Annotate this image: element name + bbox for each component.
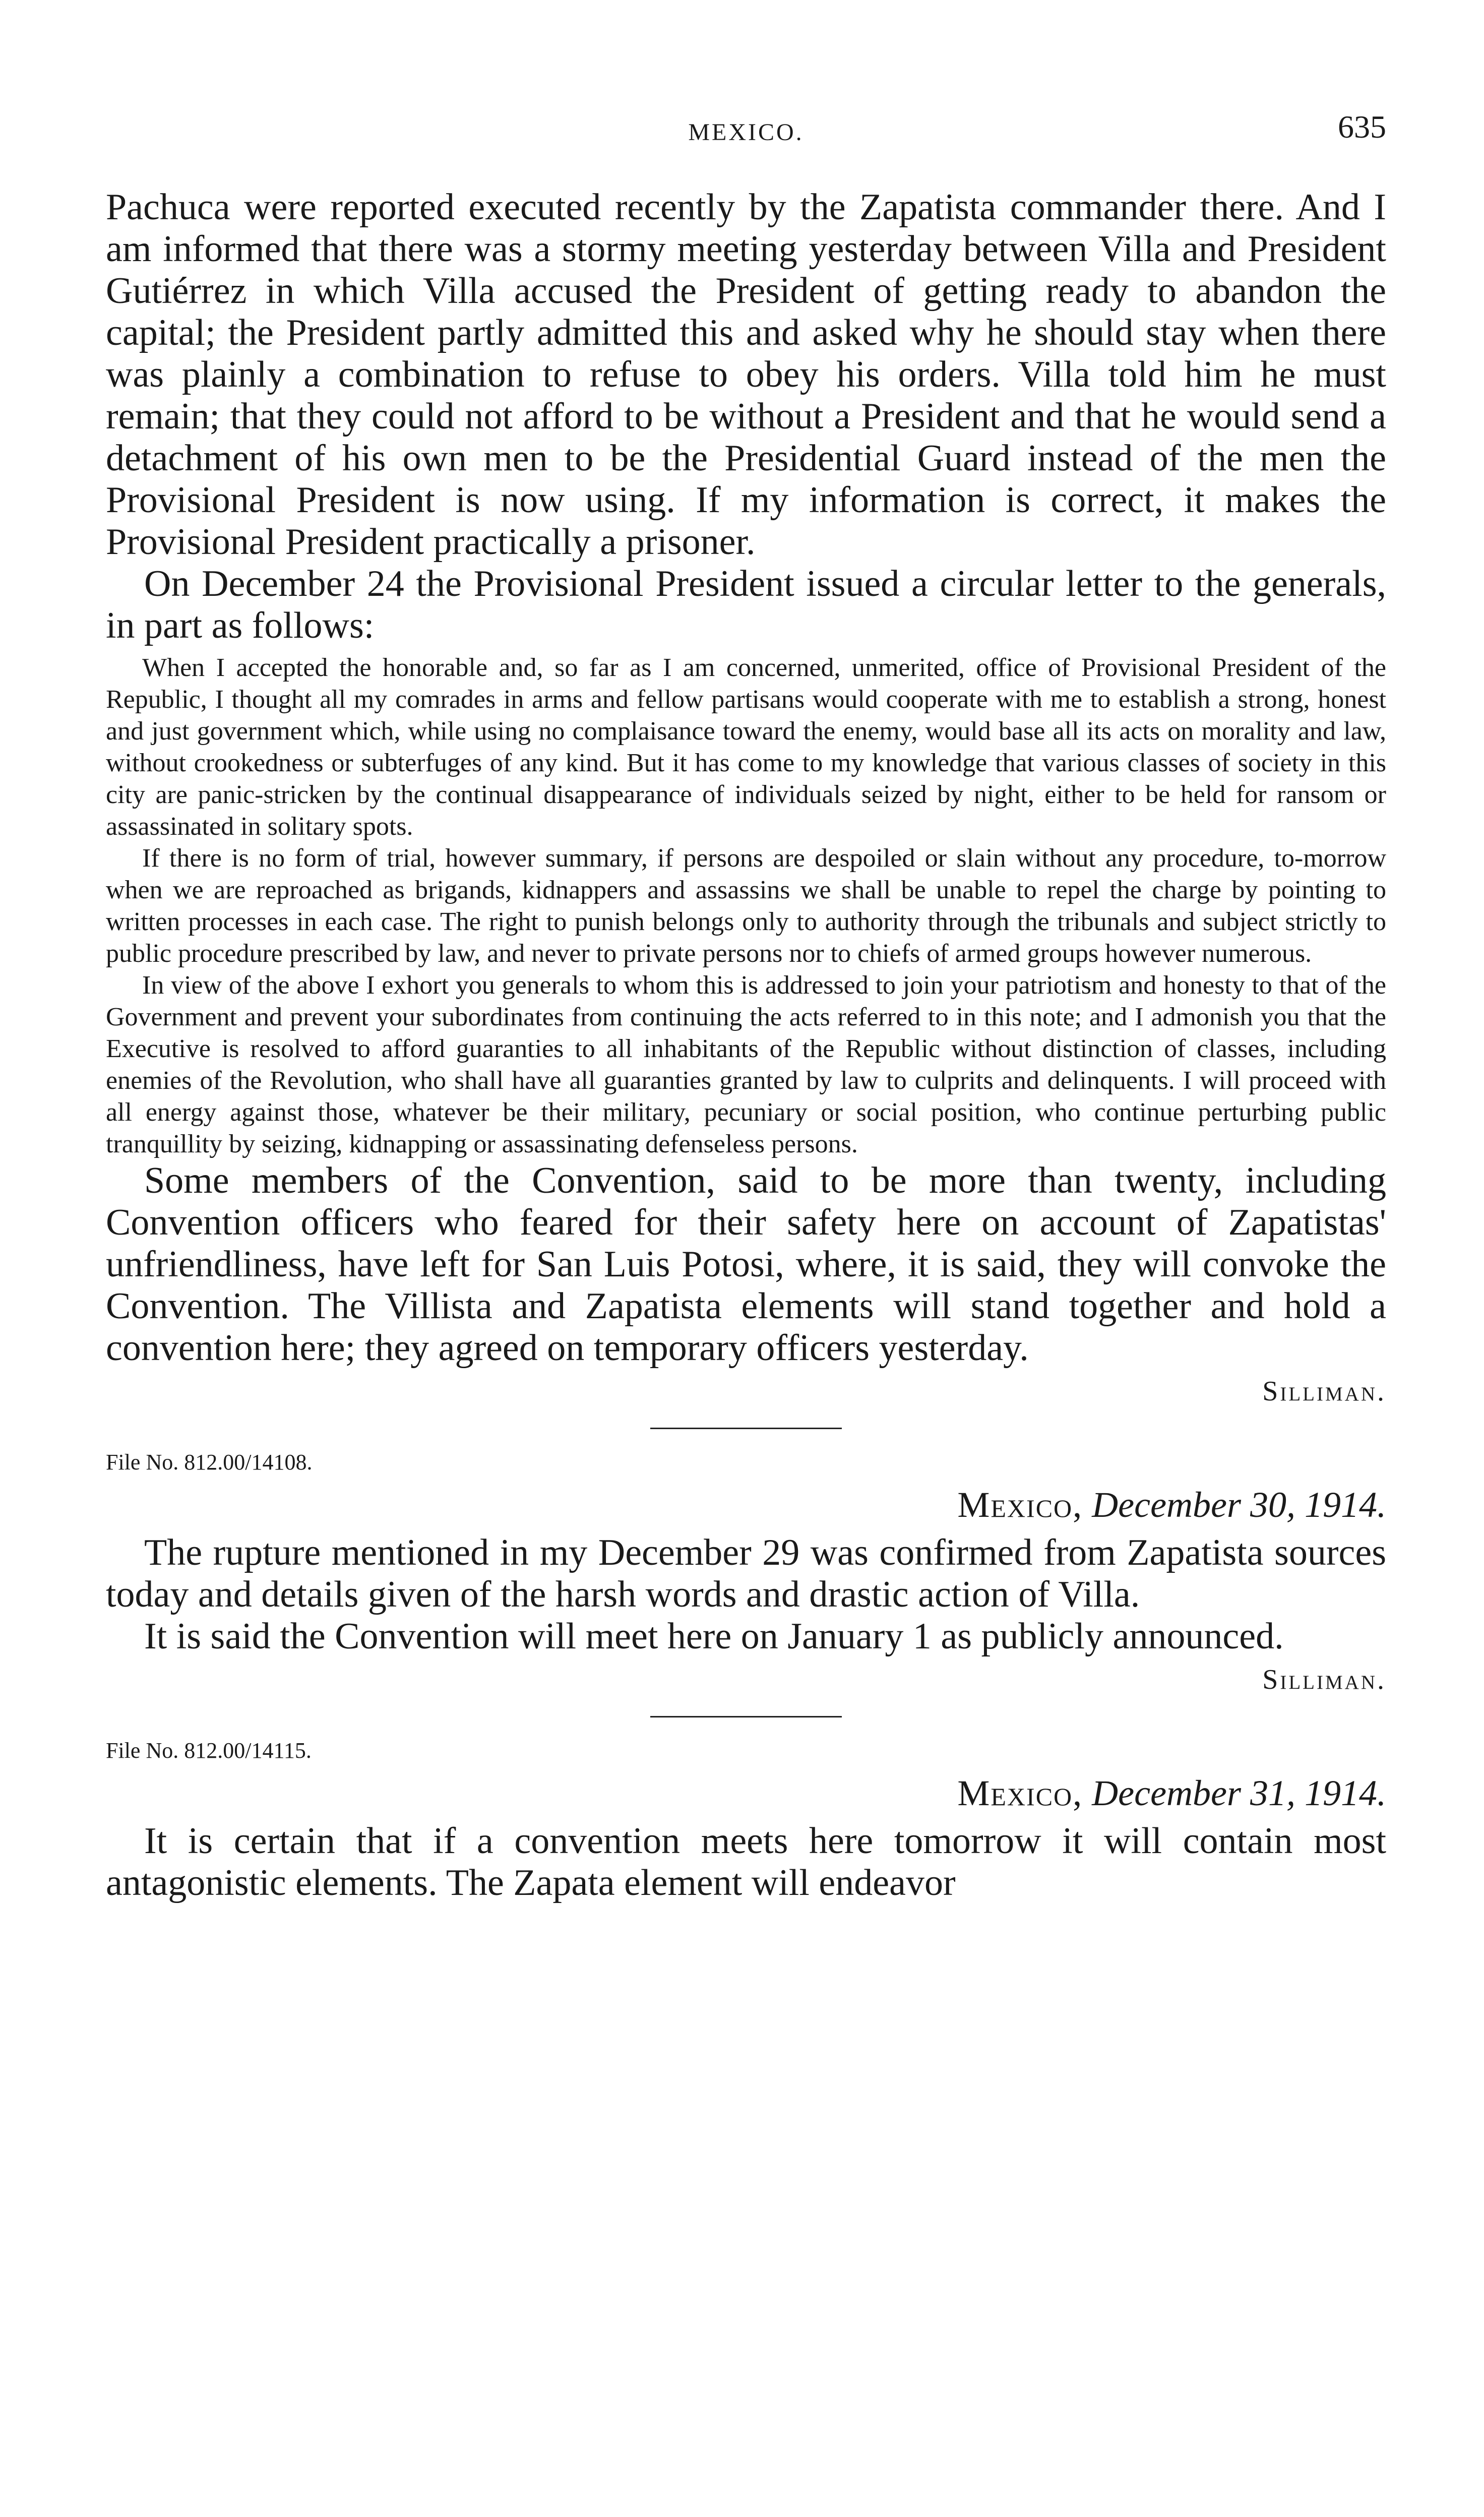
page-header	[106, 108, 1386, 154]
paragraph: On December 24 the Provisional President issued a circular letter to the generals, in part as follows:	[106, 563, 1386, 646]
dateline-place: Mexico,	[957, 1485, 1083, 1525]
dateline-place: Mexico,	[957, 1773, 1083, 1813]
dateline	[106, 1484, 1386, 1526]
section-divider	[650, 1716, 842, 1717]
quote-paragraph: In view of the above I exhort you generals to whom this is addressed to join your patriotism and honesty to that of the Government and prevent your subordinates from continuing the acts referred to in this note; and I admonish you that the Executive is resolved to afford guaranties to all inhabitants of the Republic without distinction of classes, including enemies of the Revolution, who shall have all guaranties granted by law to culprits and delinquents. I will proceed with all energy against those, whatever be their military, pecuniary or social position, who continue perturbing public tranquillity by seizing, kidnapping or assassinating defenseless persons.	[106, 971, 1386, 1158]
quote-paragraph: If there is no form of trial, however summary, if persons are despoiled or slain without any procedure, to-morrow when we are reproached as brigands, kidnappers and assassins we shall be unable to repel the charge by pointing to written processes in each case. The right to punish belongs only to authority through the tribunals and subject strictly to public procedure prescribed by law, and never to private persons nor to chiefs of armed groups however numerous.	[106, 844, 1386, 968]
paragraph: The rupture mentioned in my December 29 was confirmed from Zapatista sources today and details given of the harsh words and drastic action of Villa.	[106, 1532, 1386, 1615]
body-text	[106, 187, 1386, 1904]
paragraph: Some members of the Convention, said to be more than twenty, including Convention officers who feared for their safety here on account of Zapatistas' unfriendliness, have left for San Luis Potosi, where, it is said, they will convoke the Convention. The Villista and Zapatista elements will stand together and hold a convention here; they agreed on temporary officers yesterday.	[106, 1160, 1386, 1369]
running-head: MEXICO.	[688, 119, 804, 146]
quote-paragraph: When I accepted the honorable and, so far as I am concerned, unmerited, office of Provisional President of the Republic, I thought all my comrades in arms and fellow partisans would cooperate with me to establish a strong, honest and just government which, while using no complaisance toward the enemy, would base all its acts on morality and law, without crookedness or subterfuges of any kind. But it has come to my knowledge that various classes of society in this city are panic-stricken by the continual disappearance of individuals seized by night, either to be held for ransom or assassinated in solitary spots.	[106, 653, 1386, 841]
signature: Silliman.	[1262, 1664, 1386, 1695]
file-number: File No. 812.00/14108.	[106, 1450, 313, 1475]
quoted-letter	[106, 652, 1386, 1160]
section-divider	[650, 1428, 842, 1429]
dateline-date: December 30, 1914.	[1092, 1485, 1386, 1525]
file-number: File No. 812.00/14115.	[106, 1738, 312, 1763]
dateline-date: December 31, 1914.	[1092, 1773, 1386, 1813]
paragraph: It is certain that if a convention meets here tomorrow it will contain most antagonistic elements. The Zapata element will endeavor	[106, 1820, 1386, 1904]
dateline	[106, 1772, 1386, 1814]
page-number: 635	[1338, 109, 1386, 145]
paragraph: It is said the Convention will meet here on January 1 as publicly announced.	[144, 1616, 1284, 1657]
signature: Silliman.	[1262, 1376, 1386, 1407]
paragraph: Pachuca were reported executed recently by the Zapatista commander there. And I am informed that there was a stormy meeting yesterday between Villa and President Gutiérrez in which Villa accused the President of getting ready to abandon the capital; the President partly admitted this and asked why he should stay when there was plainly a combination to refuse to obey his orders. Villa told him he must remain; that they could not afford to be without a President and that he would send a detachment of his own men to be the Presidential Guard instead of the men the Provisional President is now using. If my information is correct, it makes the Provisional President practically a prisoner.	[106, 187, 1386, 563]
